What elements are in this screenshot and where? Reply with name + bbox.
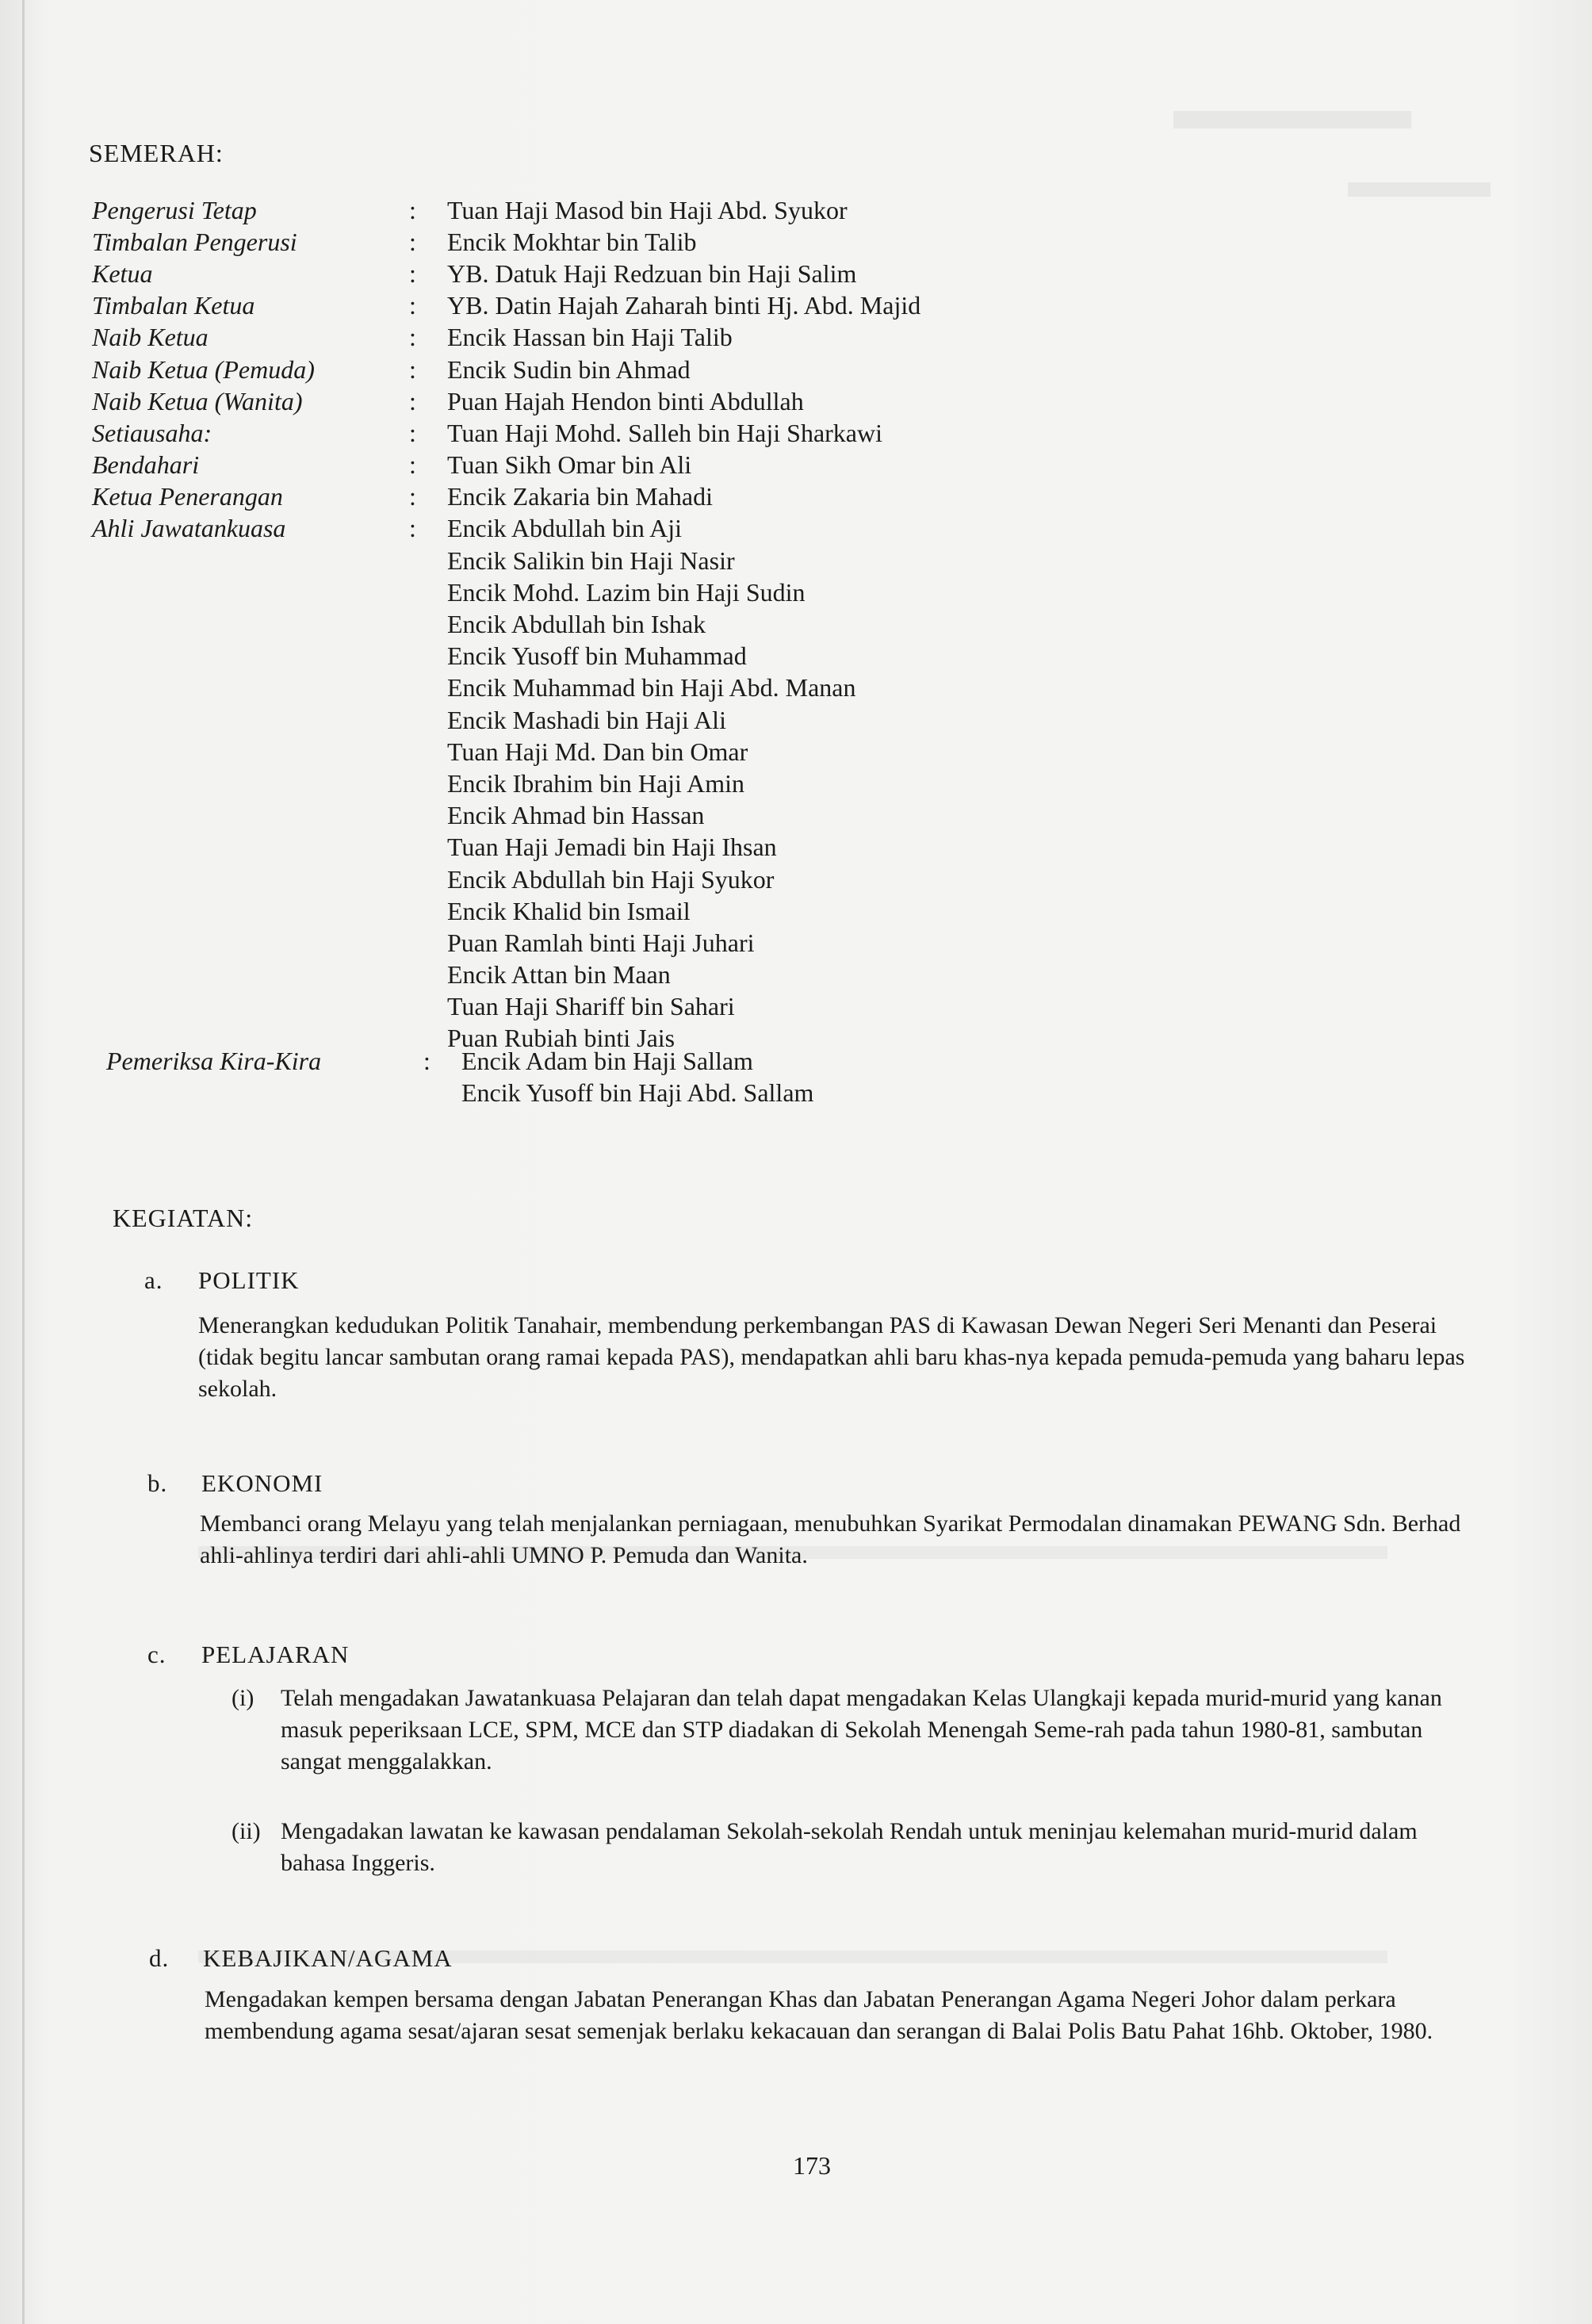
role-separator: :: [409, 258, 416, 288]
role-separator: :: [423, 1046, 431, 1075]
role-separator: :: [409, 323, 416, 352]
committee-member-name: Tuan Haji Md. Dan bin Omar: [447, 737, 748, 766]
committee-row: [92, 417, 1004, 449]
committee-member-name: Encik Zakaria bin Mahadi: [447, 482, 713, 511]
committee-row: [92, 290, 1004, 322]
semerah-heading: SEMERAH:: [89, 139, 224, 167]
section-ekonomi-heading: [147, 1469, 323, 1498]
committee-row: [92, 800, 1004, 832]
committee-list: [92, 194, 1004, 1055]
role-separator: :: [409, 450, 416, 480]
committee-role: Naib Ketua: [92, 323, 209, 352]
role-separator: :: [409, 291, 416, 320]
committee-row: [92, 194, 1004, 226]
committee-role: Naib Ketua (Wanita): [92, 386, 303, 415]
committee-role: Ketua: [92, 258, 153, 288]
committee-member-name: Puan Rubiah binti Jais: [447, 1024, 675, 1053]
section-letter: a.: [144, 1266, 163, 1294]
committee-row: [92, 545, 1004, 576]
committee-member-name: Encik Muhammad bin Haji Abd. Manan: [447, 673, 856, 703]
section-pelajaran-heading: [147, 1641, 349, 1669]
item-number: (ii): [232, 1818, 261, 1844]
committee-row: [92, 226, 1004, 258]
committee-member-name: Puan Hajah Hendon binti Abdullah: [447, 386, 804, 415]
committee-member-name: Tuan Haji Shariff bin Sahari: [447, 992, 735, 1021]
committee-role: Ahli Jawatankuasa: [92, 514, 286, 543]
pelajaran-item: [232, 1816, 1484, 1879]
committee-role: Timbalan Pengerusi: [92, 227, 297, 256]
committee-member-name: Encik Mohd. Lazim bin Haji Sudin: [447, 577, 806, 607]
committee-row: [92, 322, 1004, 354]
committee-row: [92, 258, 1004, 289]
item-number: (i): [232, 1685, 254, 1711]
section-ekonomi-text: Membanci orang Melayu yang telah menjalankan perniagaan, menubuhkan Syarikat Permodalan dinamakan PEWANG Sdn. Berhad ahli-ahlinya terdiri dari ahli-ahli UMNO P. Pemuda dan Wanita.: [200, 1510, 1461, 1568]
committee-row: [92, 832, 1004, 863]
committee-member-name: Encik Yusoff bin Haji Abd. Sallam: [461, 1078, 814, 1107]
committee-row: [92, 927, 1004, 959]
page-edge-shadow: [22, 0, 25, 2324]
committee-member-name: YB. Datin Hajah Zaharah binti Hj. Abd. Majid: [447, 291, 921, 320]
committee-row: [92, 768, 1004, 799]
auditor-list: [106, 1045, 1018, 1108]
section-agama-heading: [149, 1944, 453, 1973]
committee-role: Bendahari: [92, 450, 200, 480]
committee-row: [92, 959, 1004, 991]
committee-member-name: YB. Datuk Haji Redzuan bin Haji Salim: [447, 258, 857, 288]
committee-row: [92, 672, 1004, 704]
committee-member-name: Encik Khalid bin Ismail: [447, 896, 691, 925]
committee-row: [92, 576, 1004, 608]
section-letter: d.: [149, 1944, 170, 1972]
committee-member-name: Tuan Haji Jemadi bin Haji Ihsan: [447, 833, 777, 862]
committee-role: Timbalan Ketua: [92, 291, 255, 320]
committee-member-name: Encik Hassan bin Haji Talib: [447, 323, 733, 352]
bleed-through-mark: [1173, 111, 1411, 128]
committee-member-name: Encik Adam bin Haji Sallam: [461, 1046, 753, 1075]
committee-member-name: Tuan Sikh Omar bin Ali: [447, 450, 692, 480]
role-separator: :: [409, 386, 416, 415]
role-separator: :: [409, 195, 416, 224]
committee-role: Pemeriksa Kira-Kira: [106, 1046, 322, 1075]
committee-row: [92, 704, 1004, 736]
committee-member-name: Puan Ramlah binti Haji Juhari: [447, 928, 755, 957]
section-politik-text: Menerangkan kedudukan Politik Tanahair, membendung perkembangan PAS di Kawasan Dewan Negeri Seri Menanti dan Peserai (tidak begitu lancar sambutan orang ramai kepada PAS), mendapatkan ahli baru khas-nya kepada pemuda-pemuda yang baharu lepas sekolah.: [198, 1312, 1465, 1402]
bleed-through-mark: [1348, 182, 1491, 197]
committee-row: [106, 1077, 1018, 1108]
committee-member-name: Encik Mashadi bin Haji Ali: [447, 705, 726, 734]
committee-role: Setiausaha:: [92, 418, 212, 447]
committee-member-name: Encik Abdullah bin Ishak: [447, 610, 706, 639]
role-separator: :: [409, 482, 416, 511]
role-separator: :: [409, 418, 416, 447]
committee-row: [92, 354, 1004, 385]
section-title: PELAJARAN: [201, 1641, 350, 1668]
page-number: 173: [793, 2151, 831, 2180]
item-text: Mengadakan lawatan ke kawasan pendalaman Sekolah-sekolah Rendah untuk meninjau kelemahan murid-murid dalam bahasa Inggeris.: [281, 1818, 1418, 1876]
section-letter: b.: [147, 1469, 168, 1497]
committee-row: [92, 863, 1004, 895]
committee-row: [92, 608, 1004, 640]
role-separator: :: [409, 514, 416, 543]
committee-row: [92, 385, 1004, 417]
committee-row: [92, 481, 1004, 513]
committee-member-name: Encik Abdullah bin Haji Syukor: [447, 864, 775, 894]
committee-member-name: Tuan Haji Masod bin Haji Abd. Syukor: [447, 195, 848, 224]
committee-member-name: Encik Ahmad bin Hassan: [447, 801, 705, 830]
committee-role: Ketua Penerangan: [92, 482, 283, 511]
committee-row: [92, 513, 1004, 545]
committee-row: [106, 1045, 1018, 1077]
committee-member-name: Encik Yusoff bin Muhammad: [447, 641, 747, 671]
committee-row: [92, 736, 1004, 768]
pelajaran-item: [232, 1683, 1484, 1778]
section-politik-heading: [144, 1266, 300, 1295]
committee-member-name: Encik Salikin bin Haji Nasir: [447, 546, 735, 575]
committee-row: [92, 895, 1004, 927]
section-title: POLITIK: [198, 1266, 300, 1294]
committee-member-name: Tuan Haji Mohd. Salleh bin Haji Sharkawi: [447, 418, 882, 447]
committee-member-name: Encik Ibrahim bin Haji Amin: [447, 768, 745, 798]
role-separator: :: [409, 354, 416, 384]
section-agama-text: Mengadakan kempen bersama dengan Jabatan Penerangan Khas dan Jabatan Penerangan Agama Negeri Johor dalam perkara membendung agama sesat/ajaran sesat semenjak berlaku kekacauan dan serangan di Balai Polis Batu Pahat 16hb. Oktober, 1980.: [205, 1986, 1433, 2044]
committee-row: [92, 641, 1004, 672]
committee-member-name: Encik Attan bin Maan: [447, 960, 671, 990]
item-text: Telah mengadakan Jawatankuasa Pelajaran dan telah dapat mengadakan Kelas Ulangkaji kepada murid-murid yang kanan masuk peperiksaan LCE, SPM, MCE dan STP diadakan di Sekolah Menengah Seme-rah pada tahun 1980-81, sambutan sangat menggalakkan.: [281, 1685, 1442, 1775]
kegiatan-heading: KEGIATAN:: [113, 1204, 254, 1232]
committee-role: Pengerusi Tetap: [92, 195, 257, 224]
committee-member-name: Encik Sudin bin Ahmad: [447, 354, 691, 384]
role-separator: :: [409, 227, 416, 256]
committee-member-name: Encik Mokhtar bin Talib: [447, 227, 697, 256]
committee-row: [92, 991, 1004, 1023]
committee-role: Naib Ketua (Pemuda): [92, 354, 315, 384]
section-letter: c.: [147, 1641, 166, 1668]
committee-member-name: Encik Abdullah bin Aji: [447, 514, 682, 543]
section-title: EKONOMI: [201, 1469, 323, 1497]
committee-row: [92, 450, 1004, 481]
section-title: KEBAJIKAN/AGAMA: [203, 1944, 453, 1972]
